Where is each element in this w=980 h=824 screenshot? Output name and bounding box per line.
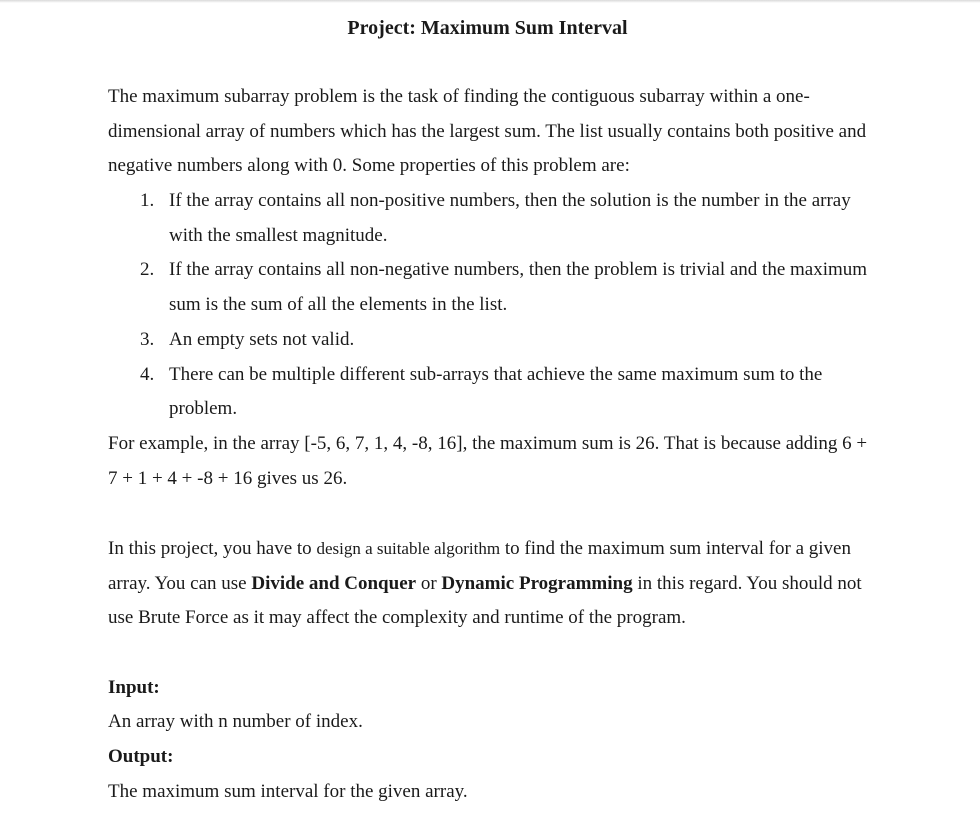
list-item bbox=[108, 358, 878, 427]
output-description: The maximum sum interval for the given array. bbox=[108, 781, 468, 802]
project-text-2: design a suitable algorithm bbox=[316, 539, 501, 558]
intro-paragraph: The maximum subarray problem is the task of finding the contiguous subarray within a one-dimensional array of numbers which has the largest sum. The list usually contains both positive and negative numbers along with 0. Some properties of this problem are: bbox=[108, 86, 867, 177]
page-top-edge bbox=[0, 0, 980, 3]
list-item bbox=[108, 253, 878, 322]
output-heading: Output: bbox=[108, 746, 174, 767]
project-paragraph bbox=[108, 532, 868, 636]
project-text-4: or bbox=[416, 572, 442, 594]
list-item-text: If the array contains all non-negative numbers, then the problem is trivial and the maximum sum is the sum of all the elements in the list. bbox=[169, 259, 868, 316]
list-item-text: If the array contains all non-positive numbers, then the solution is the number in the array with the smallest magnitude. bbox=[169, 190, 851, 246]
properties-list bbox=[108, 184, 878, 427]
list-item-text: An empty sets not valid. bbox=[169, 328, 355, 350]
input-heading: Input: bbox=[108, 677, 160, 698]
list-item-number: 2. bbox=[140, 259, 155, 281]
project-text-1: In this project, you have to bbox=[108, 538, 317, 559]
method-divide-and-conquer: Divide and Conquer bbox=[251, 572, 417, 594]
list-item-number: 1. bbox=[140, 190, 155, 211]
list-item bbox=[108, 184, 878, 253]
project-text-3: to find the maximum sum interval for a given array. You can use bbox=[108, 538, 851, 594]
project-text-5: in this regard. You should not use Brute Force as it may affect the complexity and runtime of the program. bbox=[108, 572, 862, 629]
example-paragraph: For example, in the array [-5, 6, 7, 1, 4, -8, 16], the maximum sum is 26. That is because adding 6 + 7 + 1 + 4 + -8 + 16 gives us 26. bbox=[108, 433, 868, 489]
list-item-text: There can be multiple different sub-arrays that achieve the same maximum sum to the problem. bbox=[169, 363, 823, 420]
list-item-number: 3. bbox=[140, 328, 155, 350]
list-item-number: 4. bbox=[140, 363, 155, 385]
list-item bbox=[108, 323, 878, 358]
method-dynamic-programming: Dynamic Programming bbox=[441, 572, 633, 594]
input-description: An array with n number of index. bbox=[108, 711, 363, 732]
document-title: Project: Maximum Sum Interval bbox=[347, 17, 628, 39]
